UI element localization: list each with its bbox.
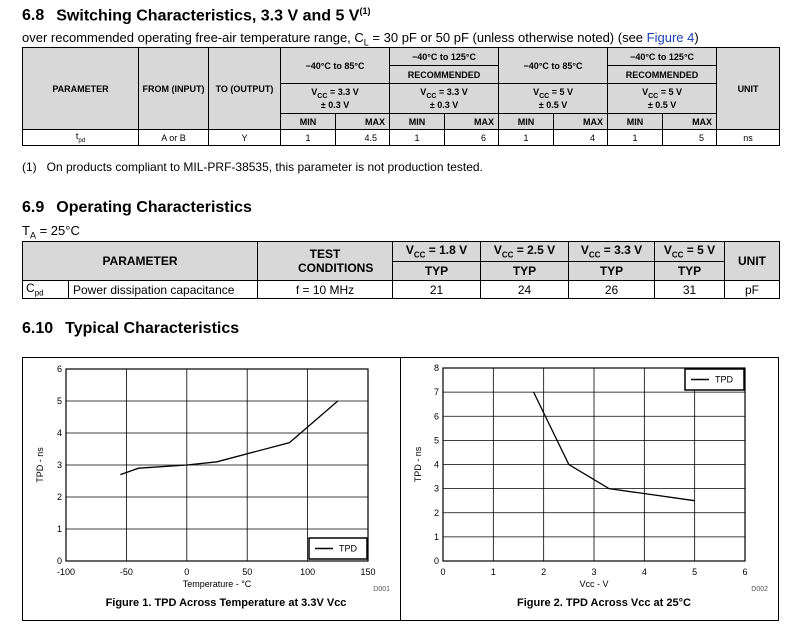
header-to: TO (OUTPUT) [209, 48, 281, 130]
y-tick-label: 3 [433, 483, 439, 494]
figure-code: D001 [373, 586, 390, 593]
cell-v1-min: 1 [281, 130, 336, 146]
y-tick-label: 1 [433, 531, 439, 542]
x-tick-label: 1 [490, 567, 496, 577]
cell-v3-max: 4 [554, 130, 608, 146]
y-axis-label: TPD - ns [35, 447, 45, 483]
cell-v3-min: 1 [499, 130, 554, 146]
header-temp-1: −40°C to 85°C [281, 48, 390, 84]
figure-4-link[interactable]: Figure 4 [646, 30, 695, 45]
x-tick-label: 2 [541, 567, 547, 577]
subtitle-text-mid: = 30 pF or 50 pF (unless otherwise noted) (see [368, 30, 647, 45]
cell-condition: f = 10 MHz [258, 281, 393, 299]
y-tick-label: 4 [433, 459, 439, 470]
header-vcc-5v: $V_{CC} = 5$ V [655, 242, 725, 262]
x-tick-label: 50 [242, 567, 253, 577]
y-tick-label: 8 [433, 363, 439, 373]
cell-typ-2: 24 [481, 281, 569, 299]
x-tick-label: -100 [56, 567, 76, 577]
header-from: FROM (INPUT) [139, 48, 209, 130]
y-tick-label: 5 [56, 396, 62, 406]
cell-typ-3: 26 [569, 281, 655, 299]
header-unit: UNIT [725, 242, 780, 281]
cell-v2-max: 6 [445, 130, 499, 146]
x-tick-label: 0 [440, 567, 446, 577]
section-6-10-heading [22, 320, 239, 338]
figure-1-chart [23, 358, 400, 620]
header-typ: TYP [481, 262, 569, 281]
cell-from: A or B [139, 130, 209, 146]
section-number: 6.8 [22, 7, 45, 25]
header-parameter: PARAMETER [23, 48, 139, 130]
y-tick-label: 2 [433, 507, 439, 518]
header-min: MIN [499, 114, 554, 130]
cell-typ-1: 21 [393, 281, 481, 299]
y-tick-label: 5 [433, 435, 439, 446]
x-tick-label: 0 [184, 567, 190, 577]
section-title: Operating Characteristics [56, 199, 252, 216]
switching-characteristics-table [22, 47, 780, 146]
header-max: MAX [445, 114, 499, 130]
header-temp-4: −40°C to 125°C [608, 48, 717, 66]
header-parameter: PARAMETER [23, 242, 258, 281]
header-vcc-3v3-b: $V_{CC} = 3.3$ V ± 0.3 V [390, 84, 499, 114]
header-min: MIN [281, 114, 336, 130]
section-number: 6.10 [22, 320, 54, 337]
header-typ: TYP [655, 262, 725, 281]
section-6-8-heading [22, 6, 370, 25]
title-footnote-ref: (1) [359, 6, 371, 16]
y-tick-label: 3 [56, 460, 62, 470]
y-tick-label: 0 [56, 556, 62, 566]
header-vcc-5v-b: $V_{CC} = 5$ V ± 0.5 V [608, 84, 717, 114]
cell-v2-min: 1 [390, 130, 445, 146]
cell-unit: ns [717, 130, 780, 146]
operating-characteristics-table [22, 241, 780, 299]
header-vcc-3v3-a: $V_{CC} = 3.3$ V ± 0.3 V [281, 84, 390, 114]
y-tick-label: 6 [56, 364, 62, 374]
figure-2-chart [401, 358, 778, 620]
header-recommended-1: RECOMMENDED [390, 66, 499, 84]
y-tick-label: 2 [56, 492, 62, 502]
section-6-9-heading [22, 199, 252, 217]
y-axis-label: TPD - ns [413, 446, 423, 483]
header-test-conditions: TEST CONDITIONS [258, 242, 393, 281]
header-temp-2: −40°C to 125°C [390, 48, 499, 66]
section-title: Switching Characteristics, 3.3 V and 5 V [56, 7, 360, 25]
section-6-9-condition: $T_A = 25^\circ C$ [22, 223, 80, 241]
y-tick-label: 7 [433, 387, 439, 398]
cell-symbol: $C_{pd}$ [23, 281, 69, 299]
figure-caption: Figure 2. TPD Across Vcc at 25°C [517, 597, 691, 609]
y-tick-label: 1 [56, 524, 62, 534]
cell-v4-max: 5 [663, 130, 717, 146]
header-unit: UNIT [717, 48, 780, 130]
x-tick-label: 5 [692, 567, 698, 577]
section-6-8-subtitle [22, 30, 699, 48]
header-min: MIN [608, 114, 663, 130]
header-typ: TYP [393, 262, 481, 281]
header-recommended-2: RECOMMENDED [608, 66, 717, 84]
y-tick-label: 0 [433, 556, 439, 566]
section-number: 6.9 [22, 199, 45, 216]
subtitle-subscript: L [363, 37, 369, 48]
figure-code: D002 [751, 586, 768, 593]
subtitle-text-end: ) [694, 30, 699, 45]
header-min: MIN [390, 114, 445, 130]
cell-v1-max: 4.5 [336, 130, 390, 146]
cell-v4-min: 1 [608, 130, 663, 146]
footnote: (1) On products compliant to MIL-PRF-38535, this parameter is not production tested. [22, 160, 483, 174]
x-tick-label: 150 [360, 567, 376, 577]
legend-label: TPD [339, 543, 357, 554]
legend-label: TPD [715, 374, 733, 385]
section-title: Typical Characteristics [65, 320, 240, 337]
x-tick-label: 4 [641, 567, 647, 577]
header-max: MAX [663, 114, 717, 130]
x-axis-label: Temperature - °C [182, 579, 252, 589]
cell-unit: pF [725, 281, 780, 299]
header-max: MAX [336, 114, 390, 130]
cell-typ-4: 31 [655, 281, 725, 299]
y-tick-label: 6 [433, 411, 439, 422]
table-row [23, 130, 780, 146]
y-tick-label: 4 [56, 428, 62, 438]
x-tick-label: 3 [591, 567, 597, 577]
header-vcc-2v5: $V_{CC} = 2.5$ V [481, 242, 569, 262]
figure-caption: Figure 1. TPD Across Temperature at 3.3V Vcc [105, 597, 347, 609]
header-temp-3: −40°C to 85°C [499, 48, 608, 84]
header-typ: TYP [569, 262, 655, 281]
x-tick-label: 6 [742, 567, 748, 577]
cell-param: $t_{pd}$ [23, 130, 139, 146]
cell-name: Power dissipation capacitance [69, 281, 258, 299]
x-tick-label: 100 [300, 567, 316, 577]
header-vcc-1v8: $V_{CC} = 1.8$ V [393, 242, 481, 262]
x-axis-label: Vcc - V [579, 579, 609, 589]
header-vcc-3v3: $V_{CC} = 3.3$ V [569, 242, 655, 262]
cell-to: Y [209, 130, 281, 146]
x-tick-label: -50 [119, 567, 133, 577]
table-row [23, 281, 780, 299]
subtitle-text: over recommended operating free-air temperature range, C [22, 30, 364, 45]
header-max: MAX [554, 114, 608, 130]
header-vcc-5v-a: $V_{CC} = 5$ V ± 0.5 V [499, 84, 608, 114]
